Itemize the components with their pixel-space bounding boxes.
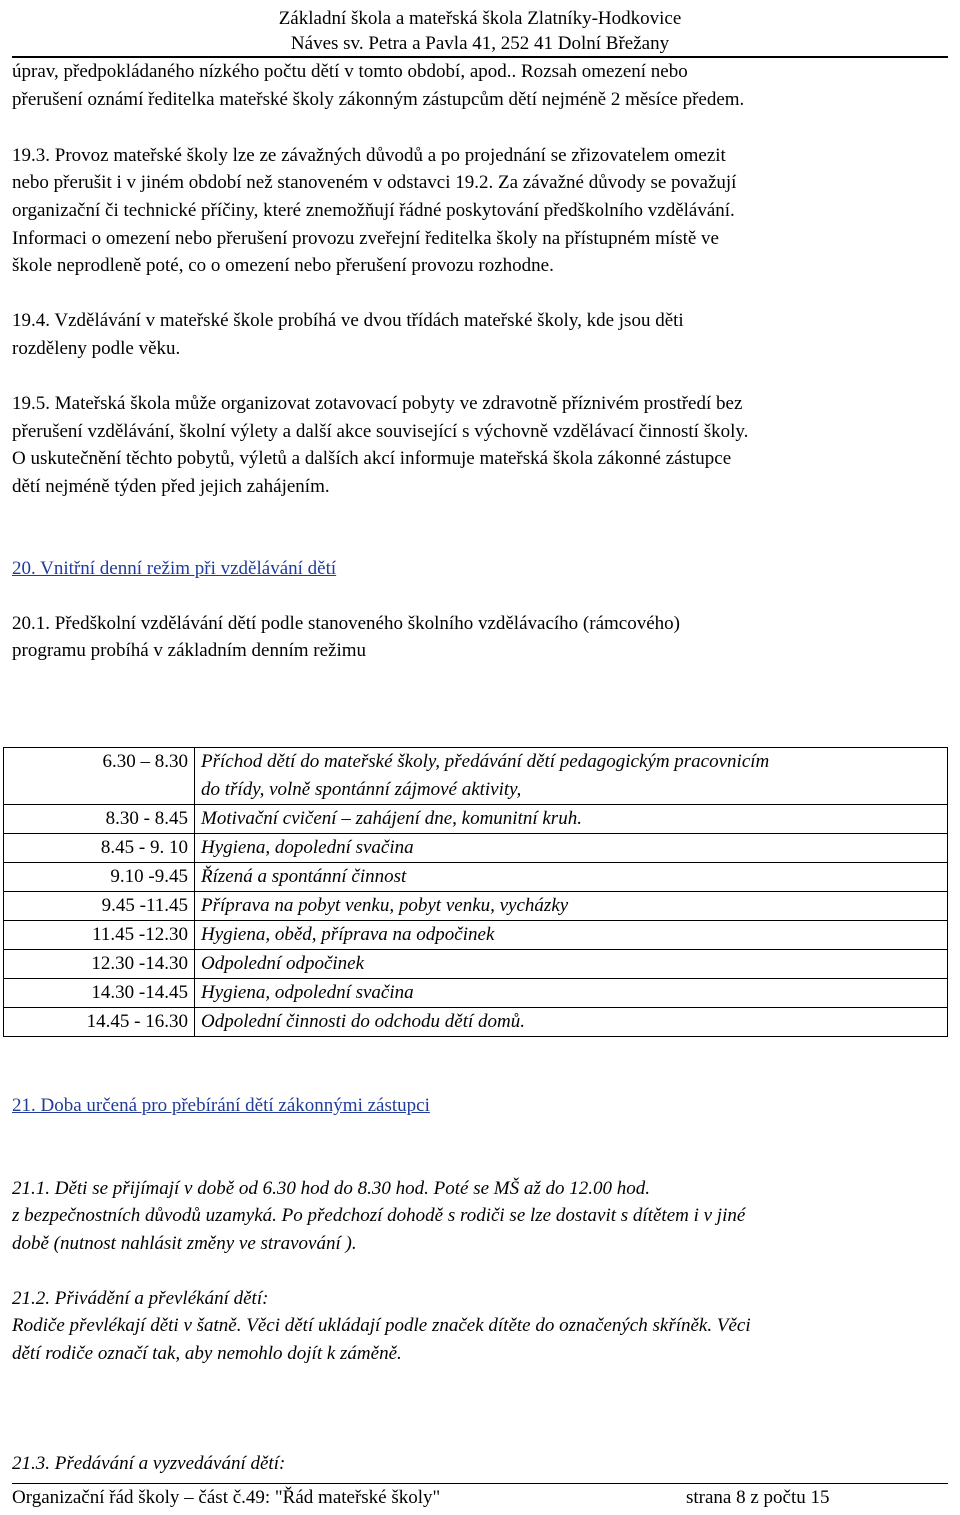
paragraph-19-5-line: dětí nejméně týden před jejich zahájením.: [12, 476, 330, 497]
schedule-time: 9.45 -11.45: [4, 892, 195, 921]
paragraph-19-3-line: Informaci o omezení nebo přerušení provozu zveřejní ředitelka školy na přístupném místě ve: [12, 228, 719, 249]
schedule-time: 11.45 -12.30: [4, 921, 195, 950]
schedule-activity: Hygiena, oběd, příprava na odpočinek: [195, 921, 948, 950]
schedule-activity: Hygiena, dopolední svačina: [195, 834, 948, 863]
schedule-activity: Příprava na pobyt venku, pobyt venku, vycházky: [195, 892, 948, 921]
footer-document-title: Organizační řád školy – část č.49: "Řád mateřské školy": [12, 1487, 441, 1508]
table-row: [4, 748, 948, 805]
footer-divider: [12, 1483, 948, 1484]
daily-schedule-table: [3, 747, 948, 1037]
schedule-time: 8.30 - 8.45: [4, 805, 195, 834]
schedule-activity: Odpolední odpočinek: [195, 950, 948, 979]
schedule-activity: Odpolední činnosti do odchodu dětí domů.: [195, 1008, 948, 1037]
header-school-name: Základní škola a mateřská škola Zlatníky-Hodkovice: [278, 8, 682, 29]
paragraph-19-3-line: nebo přerušit i v jiném období než stanoveném v odstavci 19.2. Za závažné důvody se považují: [12, 172, 737, 193]
paragraph-21-2-line: Rodiče převlékají děti v šatně. Věci dětí ukládají podle značek dítěte do označených skříněk. Věci: [12, 1315, 751, 1336]
table-row: [4, 950, 948, 979]
paragraph-19-5-line: přerušení vzdělávání, školní výlety a další akce související s výchovně vzdělávací činností školy.: [12, 421, 749, 442]
schedule-time: 14.30 -14.45: [4, 979, 195, 1008]
schedule-activity: [195, 748, 948, 805]
section-heading-21[interactable]: 21. Doba určená pro přebírání dětí zákonnými zástupci: [12, 1095, 430, 1116]
paragraph-19-4-line: rozděleny podle věku.: [12, 338, 181, 359]
schedule-activity: Hygiena, odpolední svačina: [195, 979, 948, 1008]
paragraph-21-3-title: 21.3. Předávání a vyzvedávání dětí:: [12, 1453, 286, 1474]
table-row: [4, 979, 948, 1008]
paragraph-19-3-line: škole neprodleně poté, co o omezení nebo přerušení provozu rozhodne.: [12, 255, 554, 276]
paragraph-21-2-line: dětí rodiče označí tak, aby nemohlo dojít k záměně.: [12, 1343, 402, 1364]
schedule-time: 6.30 – 8.30: [4, 748, 195, 805]
header-school-address: Náves sv. Petra a Pavla 41, 252 41 Dolní Břežany: [290, 33, 670, 54]
paragraph-21-1-line: 21.1. Děti se přijímají v době od 6.30 hod do 8.30 hod. Poté se MŠ až do 12.00 hod.: [12, 1178, 651, 1199]
schedule-time: 8.45 - 9. 10: [4, 834, 195, 863]
table-row: [4, 1008, 948, 1037]
schedule-activity: Řízená a spontánní činnost: [195, 863, 948, 892]
schedule-time: 14.45 - 16.30: [4, 1008, 195, 1037]
schedule-activity-line: Příchod dětí do mateřské školy, předávání dětí pedagogickým pracovnicím: [201, 751, 770, 772]
schedule-time: 12.30 -14.30: [4, 950, 195, 979]
paragraph-19-5-line: O uskutečnění těchto pobytů, výletů a dalších akcí informuje mateřská škola zákonné zástupce: [12, 448, 732, 469]
paragraph-19-5-line: 19.5. Mateřská škola může organizovat zotavovací pobyty ve zdravotně příznivém prostředí bez: [12, 393, 743, 414]
section-heading-20[interactable]: 20. Vnitřní denní režim při vzdělávání dětí: [12, 558, 337, 579]
paragraph-19-3-line: organizační či technické příčiny, které znemožňují řádné poskytování předškolního vzdělávání.: [12, 200, 735, 221]
paragraph-line: úprav, předpokládaného nízkého počtu dětí v tomto období, apod.. Rozsah omezení nebo: [12, 61, 688, 82]
paragraph-19-4-line: 19.4. Vzdělávání v mateřské škole probíhá ve dvou třídách mateřské školy, kde jsou děti: [12, 310, 684, 331]
table-row: [4, 805, 948, 834]
schedule-activity-line: do třídy, volně spontánní zájmové aktivity,: [201, 779, 522, 800]
table-row: [4, 921, 948, 950]
schedule-time: 9.10 -9.45: [4, 863, 195, 892]
paragraph-20-1-line: 20.1. Předškolní vzdělávání dětí podle stanoveného školního vzdělávacího (rámcového): [12, 613, 680, 634]
table-row: [4, 834, 948, 863]
paragraph-19-3-line: 19.3. Provoz mateřské školy lze ze závažných důvodů a po projednání se zřizovatelem omezit: [12, 145, 726, 166]
footer-page-number: strana 8 z počtu 15: [686, 1487, 830, 1508]
schedule-activity: Motivační cvičení – zahájení dne, komunitní kruh.: [195, 805, 948, 834]
table-row: [4, 863, 948, 892]
paragraph-21-1-line: době (nutnost nahlásit změny ve stravování ).: [12, 1233, 357, 1254]
paragraph-20-1-line: programu probíhá v základním denním režimu: [12, 640, 367, 661]
table-row: [4, 892, 948, 921]
paragraph-line: přerušení oznámí ředitelka mateřské školy zákonným zástupcům dětí nejméně 2 měsíce předem.: [12, 89, 745, 110]
paragraph-21-2-title: 21.2. Přivádění a převlékání dětí:: [12, 1288, 269, 1309]
paragraph-21-1-line: z bezpečnostních důvodů uzamyká. Po předchozí dohodě s rodiči se lze dostavit s dítětem i v jiné: [12, 1205, 746, 1226]
